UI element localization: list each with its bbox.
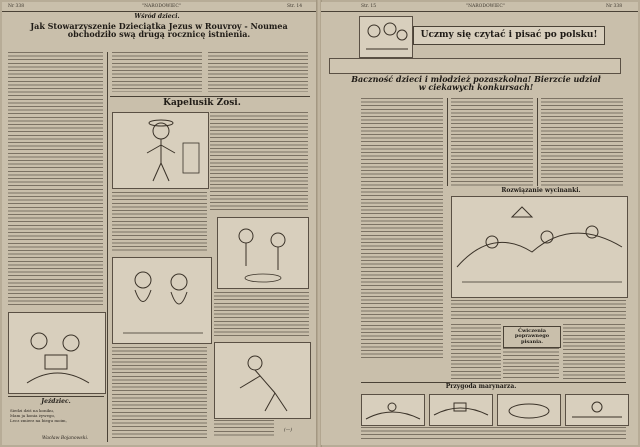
story-end-mark: (—)	[284, 428, 293, 433]
banner-title: Uczmy się czytać i pisać po polsku!	[413, 26, 605, 45]
left-kicker: Wśród dzieci.	[134, 13, 180, 20]
column-rule	[537, 98, 538, 186]
left-column-2-top-text	[112, 52, 202, 92]
comic-captions-text	[361, 427, 626, 441]
column-rule	[447, 98, 448, 186]
right-page-number: Nr 338	[606, 4, 623, 9]
left-page	[2, 2, 317, 445]
falling-figure-illustration	[214, 342, 311, 419]
right-masthead: "NARODOWIEC"	[466, 4, 505, 9]
comic-panel-1	[361, 394, 425, 426]
right-column-2-text	[451, 98, 533, 186]
story-column-left-text	[112, 192, 207, 252]
right-column-1-text	[361, 98, 443, 360]
left-column-1-text	[8, 52, 103, 307]
poem-title: Jeździec.	[41, 398, 71, 405]
story-column-right-text	[210, 112, 308, 212]
comic-panel-4	[565, 394, 629, 426]
children-at-hat-illustration	[217, 217, 309, 289]
story-ending-text	[214, 420, 274, 438]
story-continued-text	[214, 292, 309, 337]
comic-title: Przygoda marynarza.	[445, 383, 517, 390]
right-page	[321, 2, 638, 445]
poem-line: Siedzi dziś na koniku,	[10, 408, 55, 413]
puzzle-caption-text	[451, 300, 626, 320]
right-lower-col-1-text	[451, 324, 501, 379]
left-column-3-top-text	[208, 52, 308, 92]
right-page-str: Str. 15	[361, 4, 377, 9]
spelling-section-title: Ćwiczenia poprawnego pisania.	[503, 326, 561, 348]
left-masthead: "NARODOWIEC"	[142, 4, 181, 9]
banner-children-illustration	[359, 16, 413, 58]
story-title: Kapelusik Zosi.	[163, 98, 241, 108]
poem-signature: Wacław Bojanowski.	[42, 436, 89, 441]
left-page-number: Nr 338	[8, 4, 25, 9]
story-lower-left-text	[112, 347, 207, 439]
poem-line: Lecz zmierz na biegu moim,	[10, 418, 67, 423]
puzzle-solution-illustration	[451, 196, 628, 298]
right-page-header	[321, 2, 638, 12]
column-rule	[107, 52, 108, 442]
comic-panel-2	[429, 394, 493, 426]
banner-strip	[329, 58, 621, 74]
poem-rule	[8, 396, 104, 397]
girls-dancing-illustration	[112, 257, 212, 344]
poem-text	[10, 408, 102, 436]
right-column-3-text	[541, 98, 623, 186]
children-reading-illustration	[8, 312, 106, 394]
left-headline: Jak Stowarzyszenie Dzieciątka Jezus w Rouvroy - Noumea obchodziło swą drugą rocznicę istnienia.	[30, 21, 288, 40]
spelling-section-text	[503, 348, 559, 379]
puzzle-title: Rozwiązanie wycinanki.	[501, 187, 581, 194]
right-headline: Baczność dzieci i młodzież pozaszkolna! Bierzcie udział w ciekawych konkursach!	[351, 74, 601, 93]
girl-with-hat-illustration	[112, 112, 209, 189]
left-page-str: Str. 14	[287, 4, 303, 9]
left-page-header	[2, 2, 317, 12]
comic-panel-3	[497, 394, 561, 426]
poem-line: Mam ja konia żywego,	[10, 413, 56, 418]
right-lower-col-3-text	[563, 324, 625, 379]
section-rule	[110, 96, 310, 97]
